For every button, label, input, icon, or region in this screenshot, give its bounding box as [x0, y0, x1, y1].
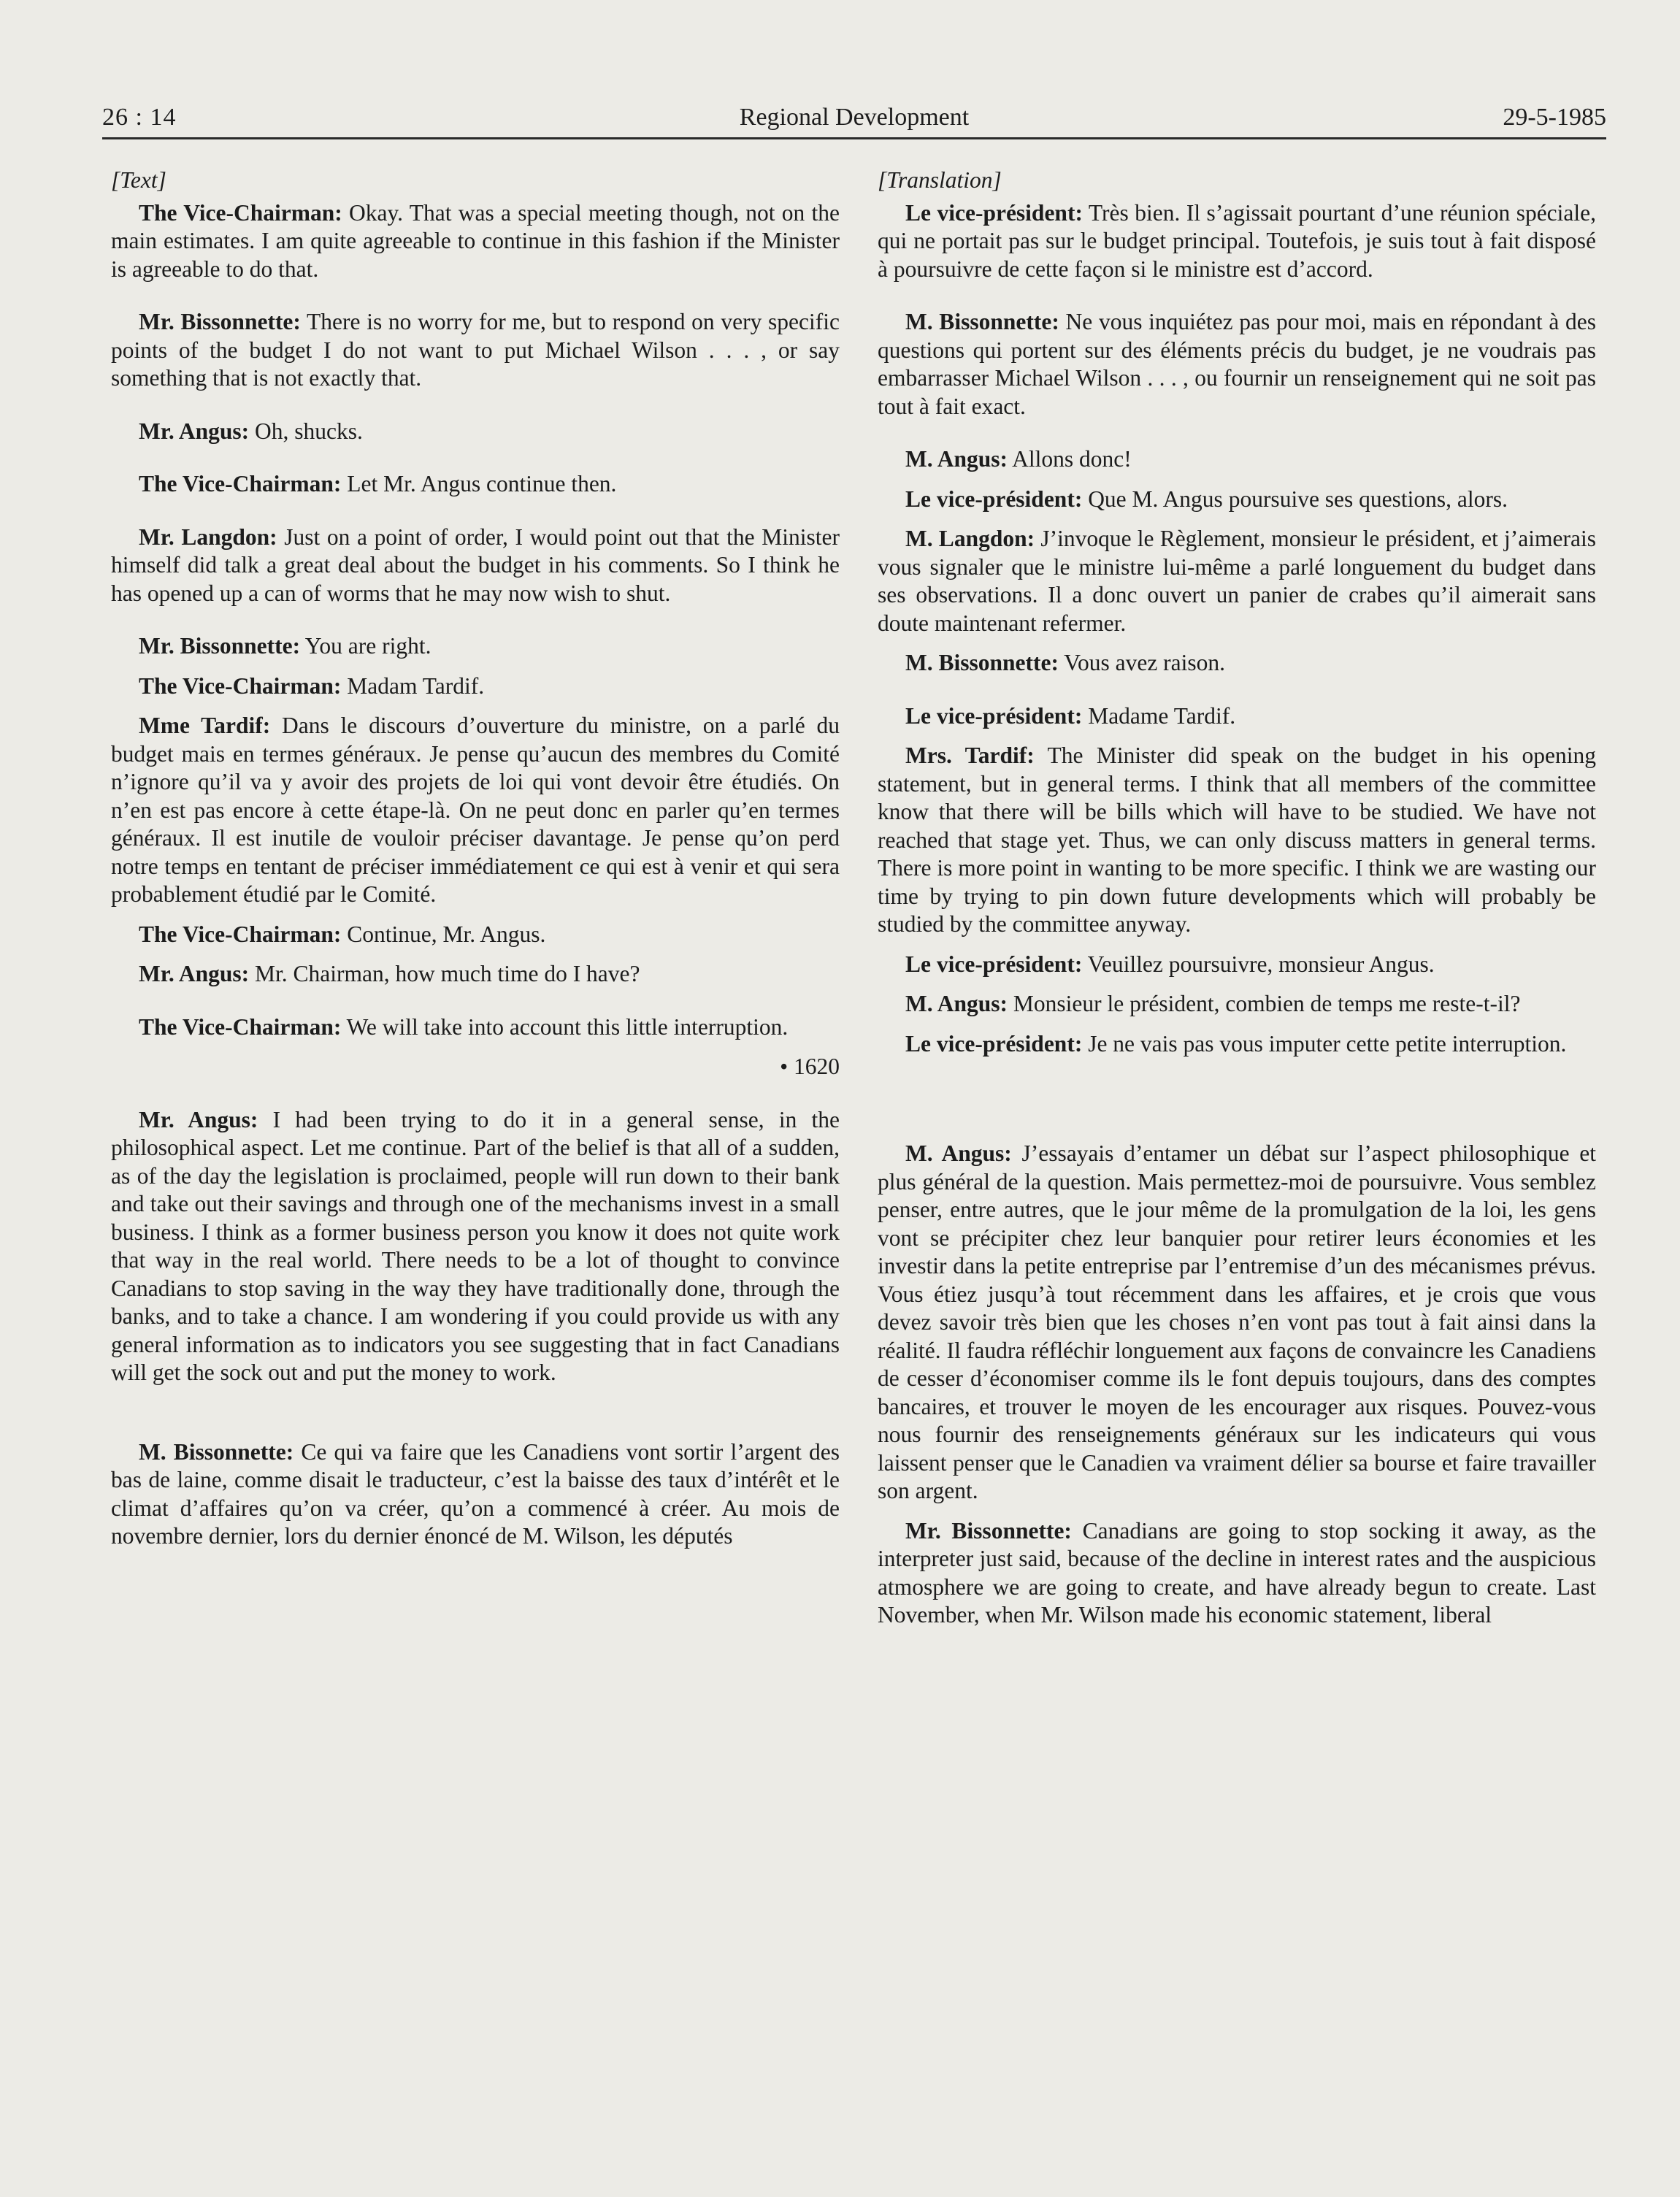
speech-text: J’invoque le Règlement, monsieur le président, et j’aimerais vous signaler que le ministre lui-même a parlé longuement du budget dans ses observations. Il a donc ouvert un panier de crabes qu’il aimerait sans doute maintenant refermer. — [878, 526, 1596, 636]
speaker-name: Mr. Bissonnette: — [139, 633, 301, 659]
speech-text: Monsieur le président, combien de temps me reste-t-il? — [1008, 991, 1521, 1016]
speech-block — [111, 1106, 840, 1387]
speech-text: Très bien. Il s’agissait pourtant d’une réunion spéciale, qui ne portait pas sur le budget principal. Toutefois, je suis tout à fait disposé à poursuivre de cette façon si le ministre est d’accord. — [878, 199, 1597, 282]
speaker-name: M. Angus: — [905, 446, 1008, 472]
speaker-name: Le vice-président: — [905, 486, 1083, 512]
speech-text: Madame Tardif. — [1082, 702, 1236, 729]
speech-block — [878, 199, 1596, 284]
running-title: Regional Development — [739, 104, 970, 131]
speaker-name: Le vice-président: — [905, 702, 1083, 729]
page-header — [102, 101, 1606, 139]
speaker-name: Mr. Angus: — [139, 418, 250, 444]
speaker-name: Mr. Langdon: — [139, 524, 277, 550]
speaker-name: Le vice-président: — [905, 951, 1083, 977]
speech-text: Madam Tardif. — [341, 672, 485, 699]
speech-text: There is no worry for me, but to respond on very specific points of the budget I do not want to put Michael Wilson . . . , or say something that is not exactly that. — [111, 309, 840, 391]
speaker-name: Mrs. Tardif: — [905, 743, 1035, 768]
speech-text: Dans le discours d’ouverture du ministre, on a parlé du budget mais en termes généraux. Je pense qu’aucun des membres du Comité n’ignore qu’il va y avoir des projets de loi qui vont devoir être étudiés. On n’en est pas encore à cette étape-là. On ne peut donc en parler qu’en termes généraux. Il est inutile de vouloir préciser davantage. Je pense qu’on perd notre temps en tentant de préciser immédiatement ce qui est à venir et qui sera probablement étudié par le Comité. — [111, 713, 840, 907]
speech-text: We will take into account this little interruption. — [341, 1013, 789, 1040]
speech-text: Canadians are going to stop socking it away, as the interpreter just said, because of the decline in interest rates and the auspicious atmosphere we are going to create, and have already begun to create. Last November, when Mr. Wilson made his economic statement, liberal — [878, 1517, 1597, 1627]
speech-block — [878, 1140, 1596, 1506]
speaker-name: Le vice-président: — [905, 199, 1083, 226]
speech-text: Continue, Mr. Angus. — [341, 921, 546, 947]
speaker-name: The Vice-Chairman: — [139, 471, 342, 496]
speaker-name: M. Bissonnette: — [905, 650, 1059, 675]
speech-text: Mr. Chairman, how much time do I have? — [249, 961, 640, 986]
speech-text: Okay. That was a special meeting though, not on the main estimates. I am quite agreeable to continue in this fashion if the Minister is agreeable to do that. — [111, 199, 840, 282]
speech-block — [111, 672, 840, 701]
speech-block — [878, 525, 1596, 637]
speech-block — [878, 702, 1596, 731]
speaker-name: Mr. Angus: — [139, 1106, 258, 1132]
speech-text: Ne vous inquiétez pas pour moi, mais en répondant à des questions qui portent sur des éléments précis du budget, je ne voudrais pas embarrasser Michael Wilson . . . , ou fournir un renseignement qui ne soit pas tout à fait exact. — [878, 309, 1596, 419]
speech-block — [111, 921, 840, 949]
speech-block — [111, 712, 840, 909]
speech-block — [111, 1438, 840, 1551]
speaker-name: The Vice-Chairman: — [139, 1013, 342, 1040]
speech-block — [878, 742, 1596, 939]
speech-block — [878, 951, 1596, 979]
speech-text: I had been trying to do it in a general sense, in the philosophical aspect. Let me continue. Part of the belief is that all of a sudden, as of the day the legislation is proclaimed, people will run down to their bank and take out their savings and through one of the mechanisms invest in a small business. I think as a former business person you know it does not quite work that way in the real world. There needs to be a lot of thought to convince Canadians to stop saving in the way they have traditionally done, through the banks, and to take a chance. I am wondering if you could provide us with any general information as to indicators you see suggesting that in fact Canadians will get the sock out and put the money to work. — [111, 1106, 840, 1385]
speech-text: Oh, shucks. — [249, 418, 363, 444]
speech-text: Allons donc! — [1008, 446, 1132, 472]
speech-block — [111, 632, 840, 661]
speech-block — [878, 1517, 1596, 1630]
speech-block — [111, 199, 840, 284]
speech-block — [111, 524, 840, 608]
speaker-name: Mr. Bissonnette: — [139, 309, 301, 334]
speech-block — [111, 470, 840, 499]
speech-block — [878, 486, 1596, 514]
french-column — [878, 166, 1596, 1641]
speaker-name: M. Angus: — [905, 1140, 1012, 1166]
speaker-name: The Vice-Chairman: — [139, 199, 342, 226]
speaker-name: M. Langdon: — [905, 526, 1035, 551]
column-tag: [Translation] — [878, 167, 1002, 193]
speech-block — [111, 418, 840, 446]
speaker-name: Le vice-président: — [905, 1030, 1083, 1057]
speech-block — [111, 308, 840, 393]
speaker-name: Mr. Bissonnette: — [905, 1517, 1072, 1544]
speech-text: The Minister did speak on the budget in his opening statement, but in general terms. I think that all members of the committee know that there will be bills which will have to be studied. We have not reached that stage yet. Thus, we can only discuss matters in general terms. There is more point in wanting to be more specific. I think we are wasting our time by trying to pin down future developments which will probably be studied by the committee anyway. — [878, 743, 1596, 937]
speaker-name: M. Bissonnette: — [139, 1438, 294, 1465]
speech-text: Ce qui va faire que les Canadiens vont sortir l’argent des bas de laine, comme disait le traducteur, c’est la baisse des taux d’intérêt et le climat d’affaires qu’on va créer, qu’on a commencé à créer. Au mois de novembre dernier, lors du dernier énoncé de M. Wilson, les députés — [111, 1438, 840, 1549]
speaker-name: Mr. Angus: — [139, 961, 250, 986]
speech-block — [111, 1013, 840, 1042]
speech-block — [878, 649, 1596, 678]
speech-text: Just on a point of order, I would point out that the Minister himself did talk a great deal about the budget in his comments. So I think he has opened up a can of worms that he may now wish to shut. — [111, 524, 840, 606]
speech-text: Vous avez raison. — [1058, 650, 1226, 675]
speech-text: Veuillez poursuivre, monsieur Angus. — [1082, 951, 1435, 977]
speech-text: Que M. Angus poursuive ses questions, alors. — [1082, 486, 1508, 512]
speaker-name: The Vice-Chairman: — [139, 921, 342, 947]
speaker-name: M. Bissonnette: — [905, 309, 1059, 334]
english-column — [111, 166, 840, 1563]
speech-block — [878, 990, 1596, 1019]
speaker-name: M. Angus: — [905, 991, 1008, 1016]
speech-block — [878, 308, 1596, 421]
page-date: 29-5-1985 — [1503, 104, 1606, 131]
page-number: 26 : 14 — [102, 104, 177, 131]
speech-text: Je ne vais pas vous imputer cette petite interruption. — [1082, 1030, 1567, 1057]
speech-block — [878, 445, 1596, 474]
speaker-name: The Vice-Chairman: — [139, 672, 342, 699]
speaker-name: Mme Tardif: — [139, 713, 271, 738]
speech-block — [111, 960, 840, 989]
time-marker: • 1620 — [780, 1054, 840, 1079]
column-tag: [Text] — [111, 167, 166, 193]
speech-text: You are right. — [300, 633, 431, 659]
speech-text: Let Mr. Angus continue then. — [341, 471, 617, 496]
speech-text: J’essayais d’entamer un débat sur l’aspect philosophique et plus général de la question. Mais permettez-moi de poursuivre. Vous semblez penser, entre autres, que le jour même de la promulgation de la loi, les gens vont se précipiter chez leur banquier pour retirer leurs économies et les investir dans la petite entreprise par l’entremise d’un des mécanismes prévus. Vous étiez jusqu’à tout récemment dans les affaires, et je crois que vous devez savoir très bien que les choses n’en vont pas tout à fait ainsi dans la réalité. Il faudra réfléchir longuement aux façons de convaincre les Canadiens de cesser d’économiser comme ils le font depuis toujours, dans des comptes bancaires, et trouver le moyen de les encourager aux risques. Pouvez-vous nous fournir des renseignements généraux sur les indicateurs qui vous laissent penser que le Canadien va vraiment délier sa bourse et faire travailler son argent. — [878, 1140, 1597, 1503]
speech-block — [878, 1030, 1596, 1059]
